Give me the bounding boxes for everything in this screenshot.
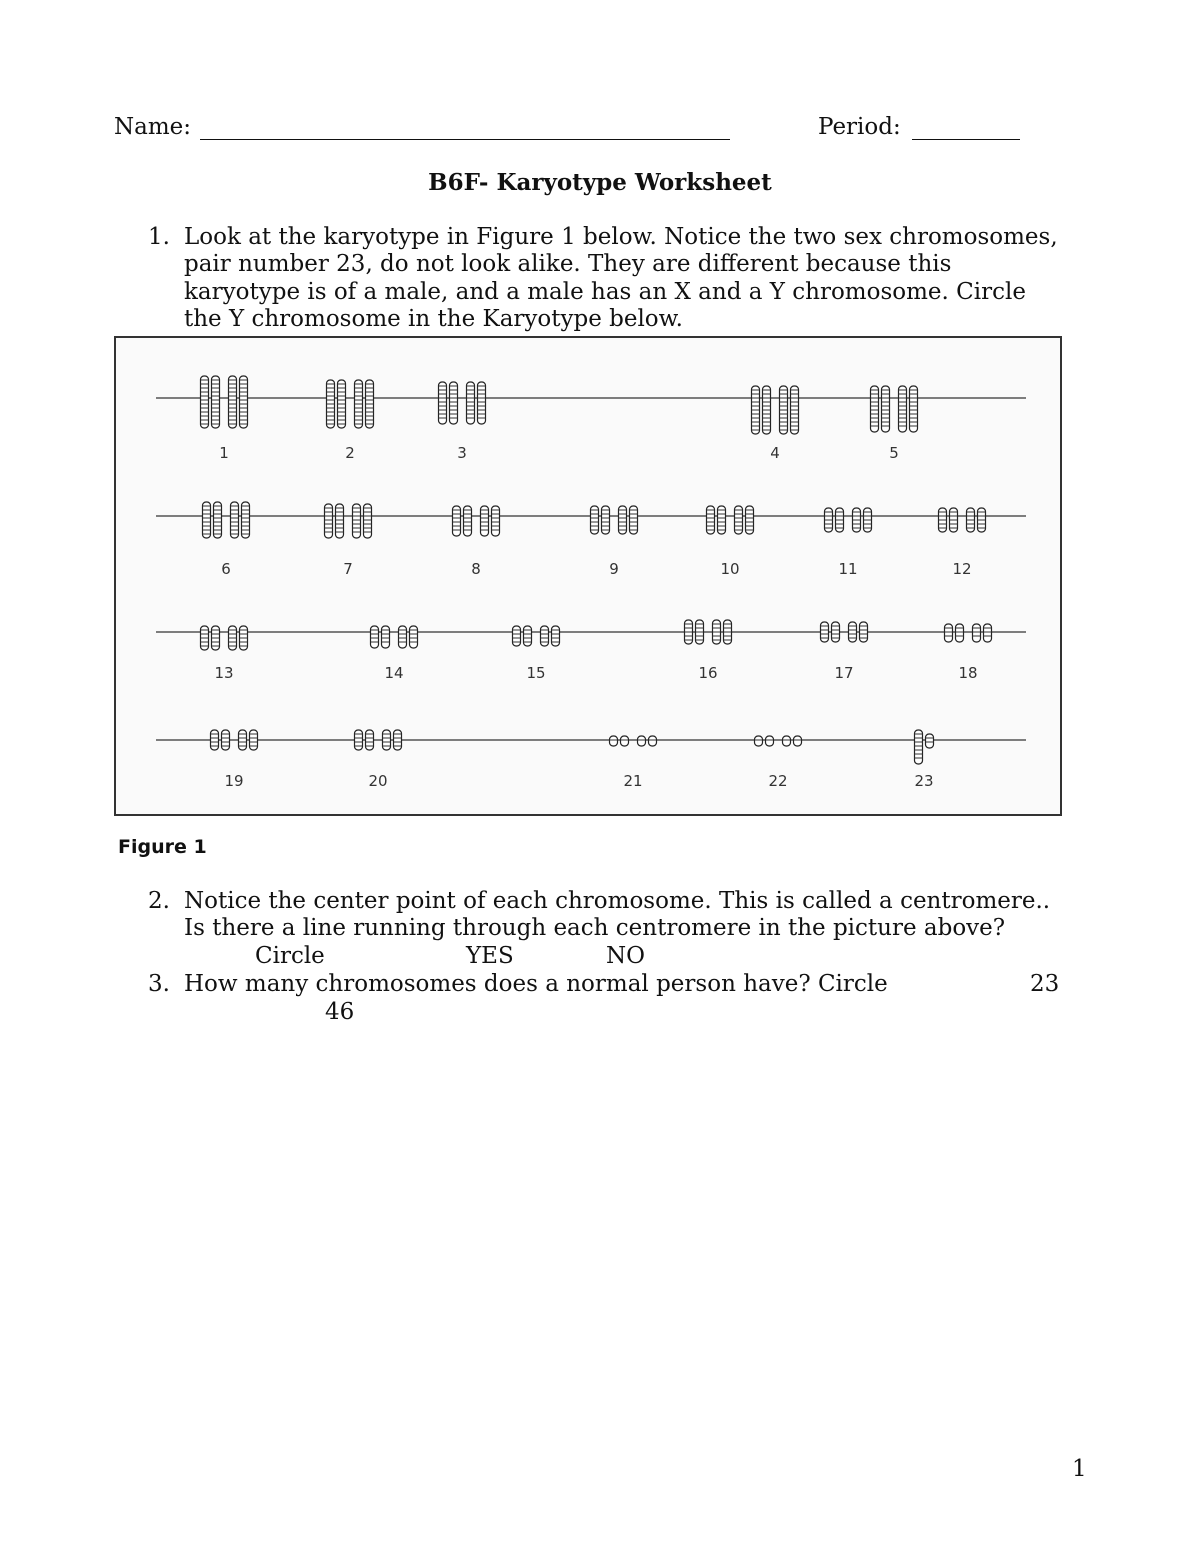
chromosome-22[interactable] — [794, 736, 802, 746]
chromosome-14[interactable] — [382, 626, 390, 648]
chromosome-17[interactable] — [821, 622, 829, 642]
pair-label-4: 4 — [770, 444, 780, 462]
chromosome-20[interactable] — [366, 730, 374, 750]
chromosome-20[interactable] — [355, 730, 363, 750]
chromosome-6[interactable] — [203, 502, 211, 538]
period-field-line[interactable] — [912, 139, 1020, 140]
chromosome-18[interactable] — [973, 624, 981, 642]
question-3-text: How many chromosomes does a normal person have? Circle — [184, 971, 888, 997]
chromosome-15[interactable] — [552, 626, 560, 646]
chromosome-17[interactable] — [832, 622, 840, 642]
chromosome-18[interactable] — [984, 624, 992, 642]
figure-caption: Figure 1 — [118, 836, 207, 858]
chromosome-7[interactable] — [325, 504, 333, 538]
chromosome-6[interactable] — [214, 502, 222, 538]
pair-label-13: 13 — [214, 664, 234, 682]
pair-label-17: 17 — [834, 664, 854, 682]
chromosome-19[interactable] — [239, 730, 247, 750]
page-number: 1 — [1072, 1456, 1087, 1482]
chromosome-15[interactable] — [541, 626, 549, 646]
chromosome-22[interactable] — [766, 736, 774, 746]
pair-label-23: 23 — [914, 772, 934, 790]
pair-label-19: 19 — [224, 772, 244, 790]
chromosome-14[interactable] — [371, 626, 379, 648]
chromosome-20[interactable] — [394, 730, 402, 750]
worksheet-title: B6F- Karyotype Worksheet — [428, 169, 772, 196]
chromosome-22[interactable] — [783, 736, 791, 746]
chromosome-5[interactable] — [882, 386, 890, 432]
chromosome-23[interactable] — [926, 734, 934, 748]
chromosome-5[interactable] — [910, 386, 918, 432]
chromosome-17[interactable] — [849, 622, 857, 642]
pair-label-18: 18 — [958, 664, 978, 682]
pair-label-14: 14 — [384, 664, 404, 682]
chromosome-21[interactable] — [638, 736, 646, 746]
pair-label-6: 6 — [221, 560, 231, 578]
pair-label-10: 10 — [720, 560, 740, 578]
chromosome-7[interactable] — [353, 504, 361, 538]
pair-label-11: 11 — [838, 560, 858, 578]
question-2-circle-label: Circle — [255, 943, 325, 969]
pair-label-1: 1 — [219, 444, 229, 462]
pair-label-22: 22 — [768, 772, 788, 790]
chromosome-18[interactable] — [945, 624, 953, 642]
pair-label-21: 21 — [623, 772, 643, 790]
chromosome-21[interactable] — [621, 736, 629, 746]
chromosome-5[interactable] — [899, 386, 907, 432]
question-2-number: 2. — [148, 888, 170, 914]
pair-label-12: 12 — [952, 560, 972, 578]
chromosome-19[interactable] — [222, 730, 230, 750]
question-2-line: Notice the center point of each chromosome. This is called a centromere.. — [184, 888, 1051, 914]
karyotype-image[interactable] — [116, 338, 1060, 814]
pair-label-15: 15 — [526, 664, 546, 682]
answer-no-option[interactable]: NO — [606, 943, 645, 969]
pair-label-9: 9 — [609, 560, 619, 578]
pair-label-7: 7 — [343, 560, 353, 578]
pair-label-20: 20 — [368, 772, 388, 790]
chromosome-20[interactable] — [383, 730, 391, 750]
question-1-number: 1. — [148, 224, 170, 250]
pair-label-2: 2 — [345, 444, 355, 462]
chromosome-14[interactable] — [410, 626, 418, 648]
chromosome-14[interactable] — [399, 626, 407, 648]
chromosome-22[interactable] — [755, 736, 763, 746]
chromosome-18[interactable] — [956, 624, 964, 642]
chromosome-19[interactable] — [250, 730, 258, 750]
karyotype-figure[interactable] — [114, 336, 1062, 816]
question-1-line: Look at the karyotype in Figure 1 below. Notice the two sex chromosomes, — [184, 224, 1058, 250]
chromosome-21[interactable] — [610, 736, 618, 746]
chromosome-21[interactable] — [649, 736, 657, 746]
name-label: Name: — [114, 114, 192, 140]
chromosome-7[interactable] — [336, 504, 344, 538]
pair-label-16: 16 — [698, 664, 718, 682]
pair-label-8: 8 — [471, 560, 481, 578]
question-1-line: the Y chromosome in the Karyotype below. — [184, 306, 683, 332]
chromosome-6[interactable] — [242, 502, 250, 538]
question-1-line: karyotype is of a male, and a male has an X and a Y chromosome. Circle — [184, 279, 1026, 305]
chromosome-6[interactable] — [231, 502, 239, 538]
chromosome-7[interactable] — [364, 504, 372, 538]
answer-yes-option[interactable]: YES — [466, 943, 514, 969]
question-3-number: 3. — [148, 971, 170, 997]
chromosome-15[interactable] — [524, 626, 532, 646]
question-2-line: Is there a line running through each centromere in the picture above? — [184, 915, 1006, 941]
chromosome-19[interactable] — [211, 730, 219, 750]
question-1-line: pair number 23, do not look alike. They are different because this — [184, 251, 952, 277]
chromosome-15[interactable] — [513, 626, 521, 646]
chromosome-5[interactable] — [871, 386, 879, 432]
name-field-line[interactable] — [200, 139, 730, 140]
pair-label-group — [214, 444, 977, 790]
answer-23-option[interactable]: 23 — [1030, 971, 1060, 997]
chromosome-group — [201, 376, 992, 764]
pair-label-3: 3 — [457, 444, 467, 462]
pair-label-5: 5 — [889, 444, 899, 462]
chromosome-23[interactable] — [915, 730, 923, 764]
answer-46-option[interactable]: 46 — [325, 999, 355, 1025]
period-label: Period: — [818, 114, 901, 140]
chromosome-17[interactable] — [860, 622, 868, 642]
